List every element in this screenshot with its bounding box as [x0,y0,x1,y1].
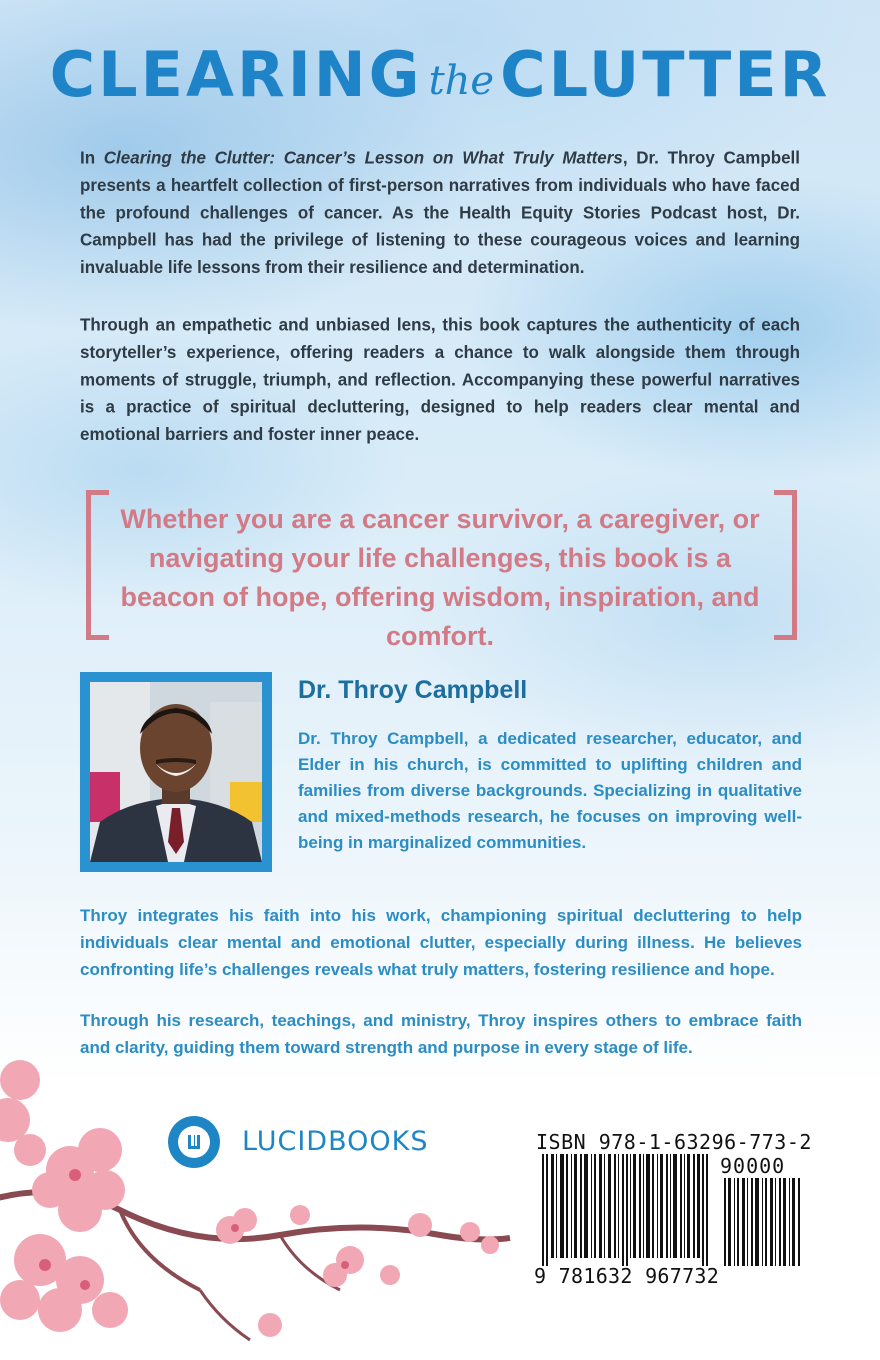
price-code: 90000 [720,1154,786,1178]
author-closing-paragraph: Through his research, teachings, and ministry, Throy inspires others to embrace faith and clarity, guiding them toward strength and purpose in every stage of life. [80,1011,802,1057]
title-word-clearing: CLEARING [49,38,423,111]
publisher-logo [168,1114,458,1174]
pull-quote: Whether you are a cancer survivor, a caregiver, or navigating your life challenges, this book is a beacon of hope, offering wisdom, inspiration, and comfort. [120,504,760,651]
publisher-name: LUCIDBOOKS [242,1126,429,1157]
title-connector: the [428,57,495,104]
main-barcode-bars [542,1154,712,1266]
p1-book-title: Clearing the Clutter: Cancer’s Lesson on What Truly Matters [103,147,623,168]
addon-barcode-bars [724,1178,804,1266]
quote-bracket-left [86,490,109,640]
barcode-digits: 9 781632 967732 [534,1264,720,1288]
title-word-clutter: CLUTTER [500,38,831,111]
cherry-blossom-illustration [0,1060,520,1360]
p1-rest: , Dr. Throy Campbell presents a heartfelt collection of first-person narratives from individuals who have faced the profound challenges of cancer. As the Health Equity Stories Podcast host, Dr. Campbell has had the privilege of listening to these courageous voices and learning invaluable life lessons from their resilience and determination. [80,147,800,278]
author-faith-paragraph: Throy integrates his faith into his work, championing spiritual decluttering to help individuals clear mental and emotional clutter, especially during illness. He believes confronting life’s challenges reveals what truly matters, fostering resilience and hope. [80,906,802,979]
isbn-barcode [528,1126,814,1296]
p1-prefix: In [80,147,104,168]
description-paragraph-2: Through an empathetic and unbiased lens, this book captures the authenticity of each storyteller’s experience, offering readers a chance to walk alongside them through moments of struggle, triumph, and reflection. Accompanying these powerful narratives is a practice of spiritual decluttering, designed to help readers clear mental and emotional barriers and foster inner peace. [80,314,800,445]
quote-bracket-right [774,490,797,640]
book-title [0,38,880,111]
description-paragraph-1 [80,145,800,282]
author-portrait-illustration [90,682,262,862]
author-photo [80,672,272,872]
book-circle-icon [168,1116,220,1168]
author-bio: Dr. Throy Campbell, a dedicated researcher, educator, and Elder in his church, is committed to uplifting children and families from diverse backgrounds. Specializing in qualitative and mixed-methods research, he focuses on improving well-being in marginalized communities. [298,729,802,852]
author-name: Dr. Throy Campbell [298,676,528,704]
isbn-number: ISBN 978-1-63296-773-2 [536,1130,812,1154]
